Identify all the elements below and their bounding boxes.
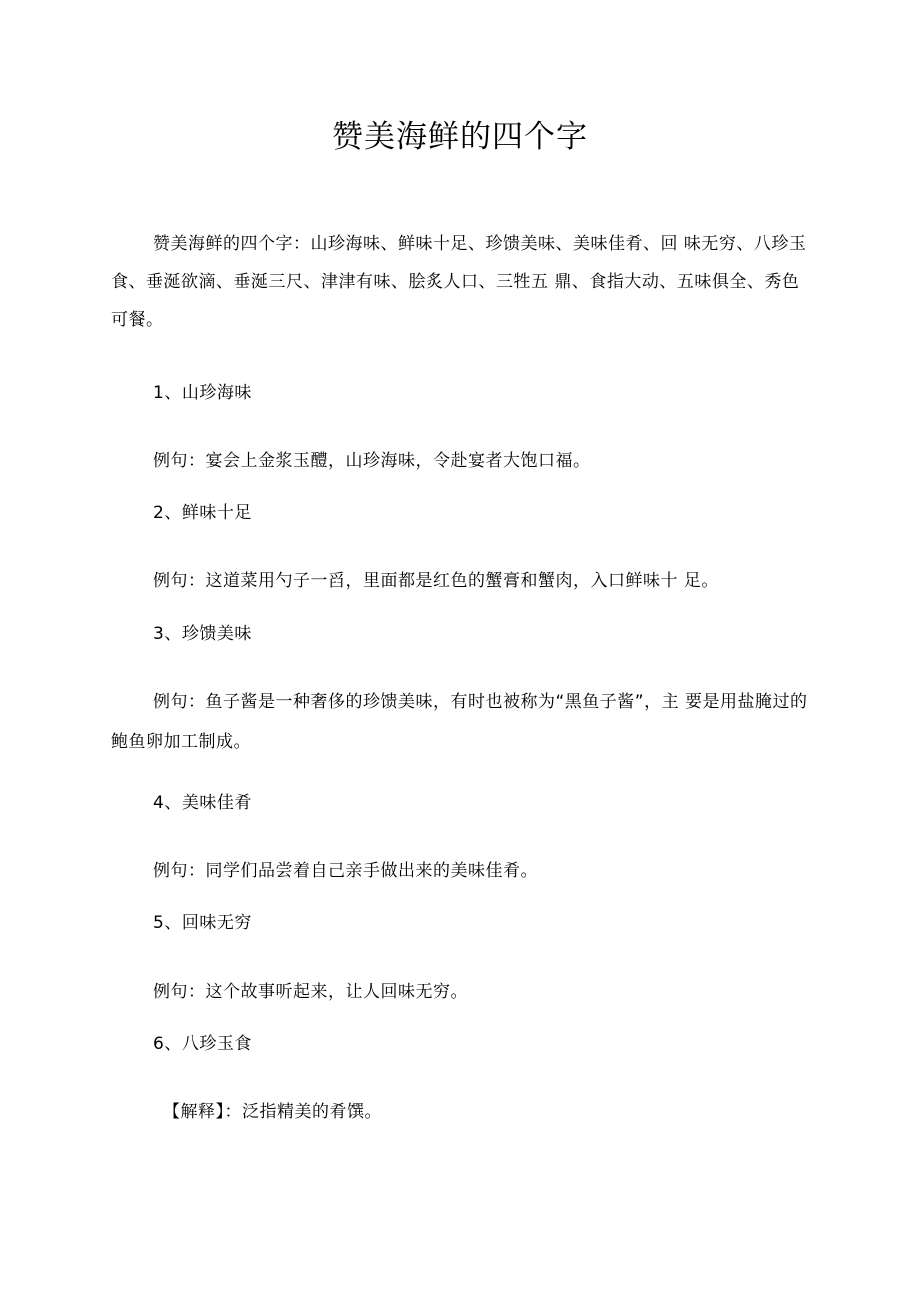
list-item-5	[153, 908, 252, 938]
item-number: 4、	[153, 793, 182, 813]
item-phrase: 山珍海味	[181, 383, 252, 403]
item-number: 6、	[153, 1034, 182, 1054]
list-item-1	[153, 378, 252, 408]
item-phrase: 珍馈美味	[181, 624, 252, 644]
item-phrase: 美味佳肴	[181, 793, 252, 813]
item-phrase: 八珍玉食	[181, 1034, 252, 1054]
definition-note: 【解释】：泛指精美的肴馔。	[163, 1102, 382, 1122]
page-title: 赞美海鲜的四个字	[332, 119, 588, 155]
item-number: 5、	[153, 913, 182, 933]
list-item-2	[153, 498, 252, 528]
intro-paragraph: 赞美海鲜的四个字：山珍海味、鲜味十足、珍馈美味、美味佳肴、回 味无穷、八珍玉食、垂涎欲滴、垂涎三尺、津津有味、脍炙人口、三牲五 鼎、食指大动、五味俱全、秀色可餐。	[111, 234, 807, 330]
list-item-3	[153, 619, 252, 649]
list-item-4	[153, 788, 252, 818]
example-sentence-5: 例句：这个故事听起来，让人回味无穷。	[153, 982, 468, 1002]
item-number: 2、	[153, 503, 182, 523]
item-number: 1、	[153, 383, 182, 403]
item-phrase: 鲜味十足	[181, 503, 252, 523]
item-phrase: 回味无穷	[181, 913, 252, 933]
example-sentence-1: 例句：宴会上金浆玉醴，山珍海味，令赴宴者大饱口福。	[153, 451, 591, 471]
example-sentence-3: 例句：鱼子酱是一种奢侈的珍馈美味，有时也被称为“黑鱼子酱”，主 要是用盐腌过的鲍鱼卵加工制成。	[111, 692, 808, 752]
item-number: 3、	[153, 624, 182, 644]
example-sentence-2: 例句：这道菜用勺子一舀，里面都是红色的蟹膏和蟹肉，入口鲜味十 足。	[153, 571, 719, 591]
list-item-6	[153, 1029, 252, 1059]
example-sentence-4: 例句：同学们品尝着自己亲手做出来的美味佳肴。	[153, 861, 538, 881]
